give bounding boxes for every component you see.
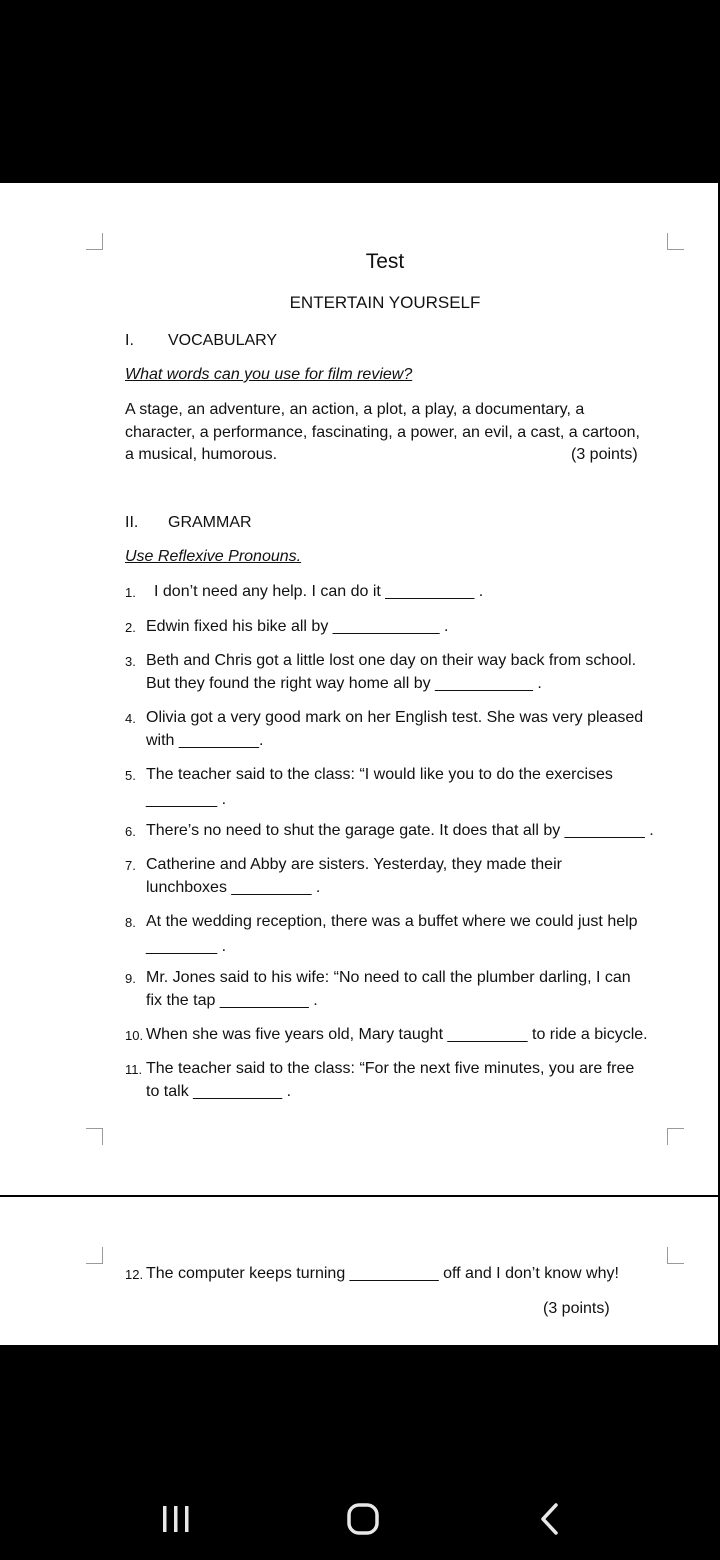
section-number: I.: [125, 332, 134, 349]
exercise-item: [125, 1024, 670, 1047]
item-text: The teacher said to the class: “For the next five minutes, you are free: [146, 1060, 635, 1077]
exercise-item: [125, 616, 670, 639]
item-text: But they found the right way home all by ___________ .: [146, 674, 542, 692]
item-text: lunchboxes _________ .: [146, 878, 321, 896]
exercise-item: [125, 764, 670, 811]
item-number: 8.: [125, 915, 136, 930]
item-text: Catherine and Abby are sisters. Yesterday, they made their: [146, 856, 562, 873]
home-button[interactable]: [343, 1500, 383, 1540]
document-subtitle: ENTERTAIN YOURSELF: [289, 293, 481, 312]
item-number: 9.: [125, 971, 136, 986]
section-number: II.: [125, 514, 139, 531]
item-text: fix the tap __________ .: [146, 991, 318, 1009]
item-text: ________ .: [146, 790, 227, 808]
item-text: Beth and Chris got a little lost one day on their way back from school.: [146, 652, 637, 669]
back-icon: [530, 1500, 570, 1540]
item-text: ________ .: [146, 937, 227, 955]
back-button[interactable]: [530, 1500, 570, 1540]
section-heading-vocabulary: VOCABULARY: [168, 332, 278, 349]
page-corner-mark: [667, 1247, 684, 1264]
exercise-item: [125, 967, 670, 1012]
item-text: Olivia got a very good mark on her English test. She was very pleased: [146, 709, 644, 726]
item-number: 11.: [125, 1062, 143, 1077]
grammar-points: (3 points): [543, 1300, 610, 1317]
item-number: 12.: [125, 1267, 144, 1282]
vocabulary-word-list: [125, 399, 675, 467]
document-title: Test: [365, 250, 405, 273]
section-heading-grammar: GRAMMAR: [168, 514, 252, 531]
word-list-line: character, a performance, fascinating, a power, an evil, a cast, a cartoon,: [125, 423, 640, 441]
item-number: 5.: [125, 768, 136, 783]
item-text: The teacher said to the class: “I would like you to do the exercises: [146, 766, 613, 783]
exercise-item: [125, 707, 670, 752]
item-number: 3.: [125, 654, 136, 669]
word-list-line: A stage, an adventure, an action, a plot, a play, a documentary, a: [125, 401, 585, 418]
page-corner-mark: [667, 233, 684, 250]
item-text: Edwin fixed his bike all by ____________ .: [146, 618, 449, 635]
item-text: The computer keeps turning __________ off and I don’t know why!: [146, 1265, 619, 1282]
page-corner-mark: [86, 233, 103, 250]
exercise-item: [125, 1263, 670, 1286]
exercise-item: [125, 1058, 670, 1103]
document-page-2: [0, 1197, 718, 1345]
exercise-item: [125, 911, 670, 958]
item-text: Mr. Jones said to his wife: “No need to call the plumber darling, I can: [146, 969, 631, 986]
exercise-item: [125, 581, 670, 604]
page-corner-mark: [86, 1128, 103, 1145]
item-text: When she was five years old, Mary taught _________ to ride a bicycle.: [146, 1026, 648, 1043]
exercise-item: [125, 650, 670, 695]
item-text: At the wedding reception, there was a buffet where we could just help: [146, 913, 638, 930]
item-number: 6.: [125, 824, 136, 839]
item-number: 2.: [125, 620, 136, 635]
page-corner-mark: [667, 1128, 684, 1145]
recents-icon: [156, 1500, 196, 1540]
item-number: 7.: [125, 858, 136, 873]
document-page-1: [0, 183, 718, 1195]
grammar-instruction: Use Reflexive Pronouns.: [125, 548, 302, 565]
item-text: to talk __________ .: [146, 1082, 292, 1100]
home-icon: [343, 1500, 383, 1540]
item-number: 10.: [125, 1028, 144, 1043]
item-text: There’s no need to shut the garage gate. It does that all by _________ .: [146, 822, 654, 839]
item-number: 4.: [125, 711, 136, 726]
exercise-item: [125, 854, 670, 899]
word-list-line: a musical, humorous.: [125, 446, 278, 463]
exercise-item: [125, 820, 670, 843]
recents-button[interactable]: [156, 1500, 196, 1540]
vocabulary-instruction: What words can you use for film review?: [125, 366, 413, 383]
item-number: 1.: [125, 585, 136, 600]
page-corner-mark: [86, 1247, 103, 1264]
vocabulary-points: (3 points): [571, 446, 638, 463]
item-text: with _________.: [146, 731, 264, 749]
item-text: I don’t need any help. I can do it __________ .: [154, 583, 484, 600]
